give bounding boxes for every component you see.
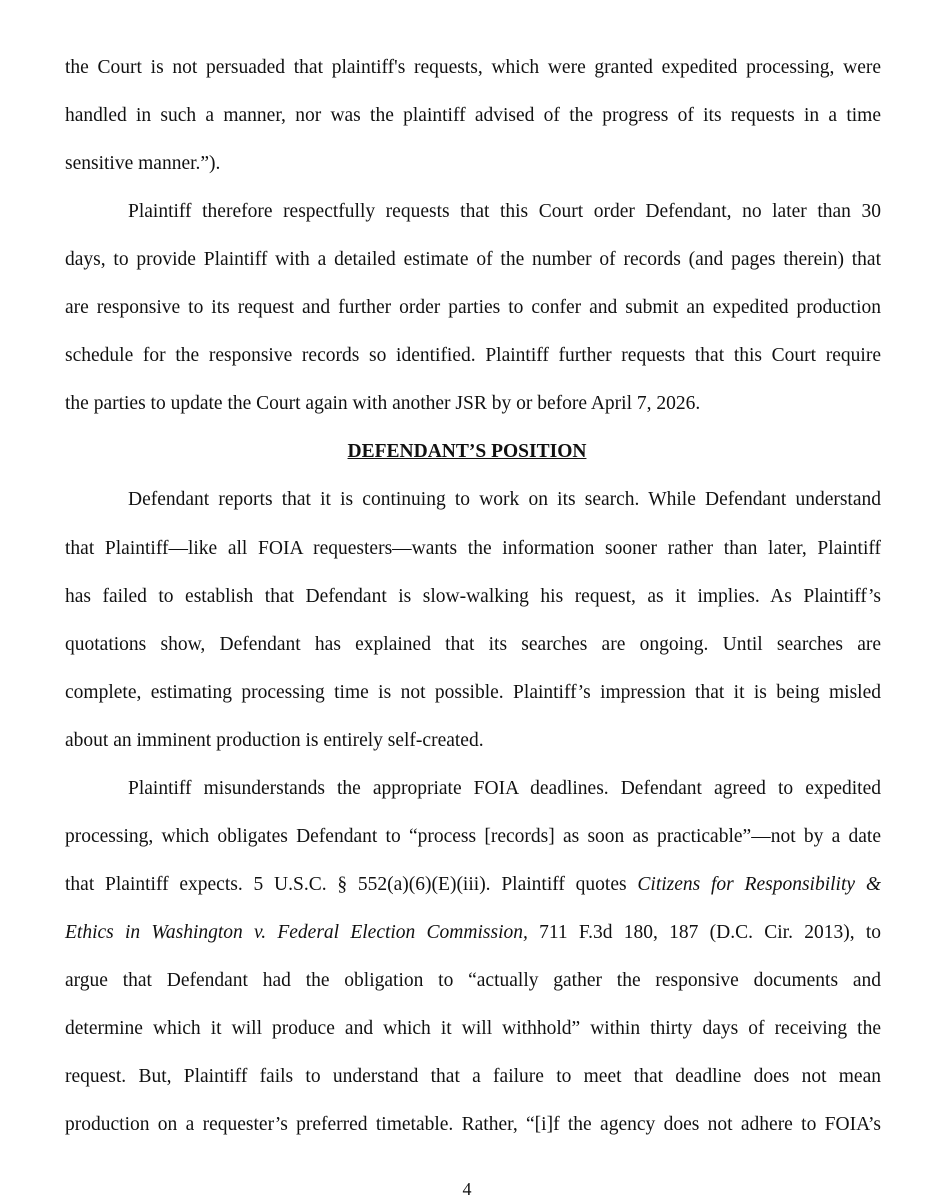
text-line: are responsive to its request and further order parties to confer and submit an expedited production [65,297,881,318]
text-line-with-citation [65,921,881,945]
text-line: handled in such a manner, nor was the plaintiff advised of the progress of its requests in a time [65,105,881,126]
text-segment: that Plaintiff expects. 5 U.S.C. § 552(a)(6)(E)(iii). Plaintiff quotes [65,874,638,895]
text-line: sensitive manner.”). [65,153,221,174]
text-line: request. But, Plaintiff fails to understand that a failure to meet that deadline does not mean [65,1066,881,1087]
text-line: processing, which obligates Defendant to “process [records] as soon as practicable”—not by a date [65,826,881,847]
text-line: production on a requester’s preferred timetable. Rather, “[i]f the agency does not adhere to FOIA’s [65,1114,881,1135]
text-line-with-citation [65,873,881,897]
text-line: the parties to update the Court again with another JSR by or before April 7, 2026. [65,393,701,414]
text-line: the Court is not persuaded that plaintiff's requests, which were granted expedited processing, were [65,57,881,78]
paragraph-first-line: Defendant reports that it is continuing to work on its search. While Defendant understand [128,489,881,510]
case-citation: Citizens for Responsibility & [637,874,881,895]
page-number: 4 [462,1179,472,1199]
paragraph-first-line: Plaintiff misunderstands the appropriate FOIA deadlines. Defendant agreed to expedited [128,778,881,799]
text-line: days, to provide Plaintiff with a detailed estimate of the number of records (and pages therein) that [65,249,881,270]
text-line: argue that Defendant had the obligation to “actually gather the responsive documents and [65,970,881,991]
text-line: that Plaintiff—like all FOIA requesters—wants the information sooner rather than later, Plaintiff [65,538,881,559]
text-line: complete, estimating processing time is not possible. Plaintiff’s impression that it is being misled [65,682,881,703]
text-segment: 711 F.3d 180, 187 (D.C. Cir. 2013), to [527,922,881,943]
paragraph-first-line: Plaintiff therefore respectfully requests that this Court order Defendant, no later than 30 [128,201,881,222]
case-citation: Ethics in Washington v. Federal Election Commission, [65,922,528,943]
section-heading: DEFENDANT’S POSITION [347,441,587,462]
text-line: about an imminent production is entirely self-created. [65,730,484,751]
text-line: schedule for the responsive records so identified. Plaintiff further requests that this Court require [65,345,881,366]
text-line: determine which it will produce and which it will withhold” within thirty days of receiving the [65,1018,881,1039]
text-line: has failed to establish that Defendant is slow-walking his request, as it implies. As Plaintiff’s [65,586,881,607]
text-line: quotations show, Defendant has explained that its searches are ongoing. Until searches are [65,634,881,655]
